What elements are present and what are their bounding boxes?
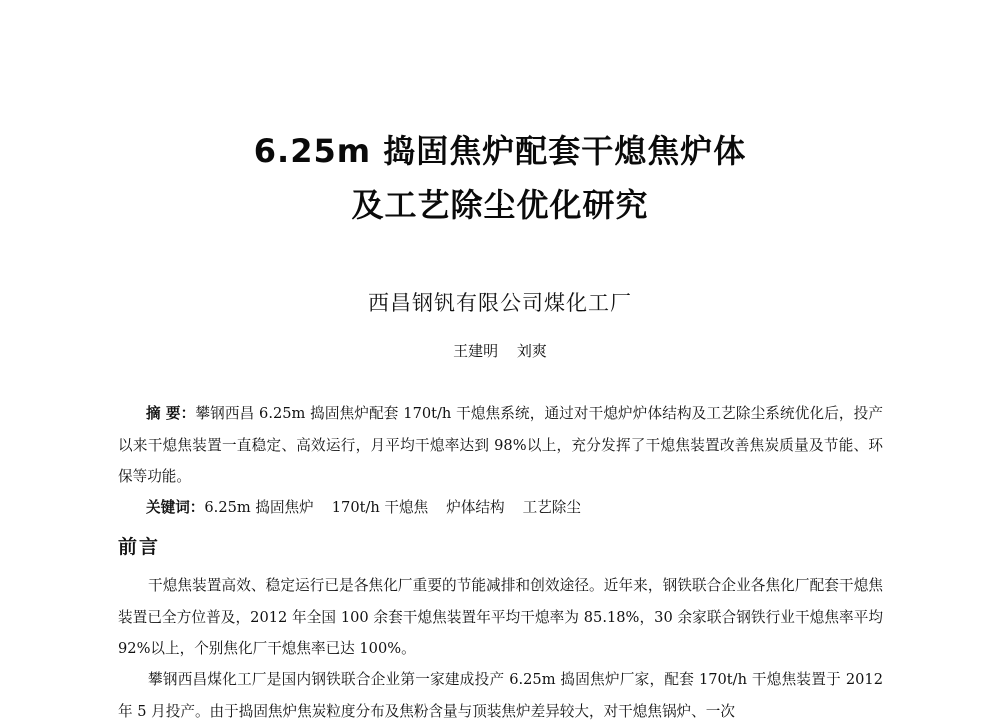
keyword-item: 炉体结构 [446, 499, 505, 516]
section-heading-preface: 前言 [118, 536, 161, 558]
keywords-block [118, 492, 883, 524]
author-affiliation: 西昌钢钒有限公司煤化工厂 [368, 291, 632, 315]
abstract-text: 攀钢西昌 6.25m 捣固焦炉配套 170t/h 干熄焦系统，通过对干熄炉炉体结构及工艺除尘系统优化后，投产以来干熄焦装置一直稳定、高效运行，月平均干熄率达到 98%以上，充分发挥了干熄焦装置改善焦炭质量及节能、环保等功能。 [118, 405, 883, 485]
body-paragraph-1: 干熄焦装置高效、稳定运行已是各焦化厂重要的节能减排和创效途径。近年来，钢铁联合企业各焦化厂配套干熄焦装置已全方位普及，2012 年全国 100 余套干熄焦装置年平均干熄率为 85.18%，30 余家联合钢铁行业干熄焦率平均 92%以上，个别焦化厂干熄焦率已达 100%。 [118, 577, 883, 657]
keyword-item: 170t/h 干熄焦 [331, 499, 429, 516]
keyword-item: 工艺除尘 [522, 499, 581, 516]
keyword-item: 6.25m 捣固焦炉 [204, 499, 314, 516]
author-names: 王建明 刘爽 [453, 342, 547, 360]
keywords-label: 关键词： [146, 499, 205, 516]
abstract-block [118, 398, 883, 493]
paper-title-line-1: 6.25m 捣固焦炉配套干熄焦炉体 [253, 132, 747, 170]
paper-title-line-2: 及工艺除尘优化研究 [351, 186, 649, 224]
abstract-label: 摘 要： [146, 405, 196, 422]
body-paragraph-2: 攀钢西昌煤化工厂是国内钢铁联合企业第一家建成投产 6.25m 捣固焦炉厂家，配套 170t/h 干熄焦装置于 2012 年 5 月投产。由于捣固焦炉焦炭粒度分布及焦粉含量与顶装焦炉差异较大，对干熄焦锅炉、一次 [118, 671, 883, 720]
